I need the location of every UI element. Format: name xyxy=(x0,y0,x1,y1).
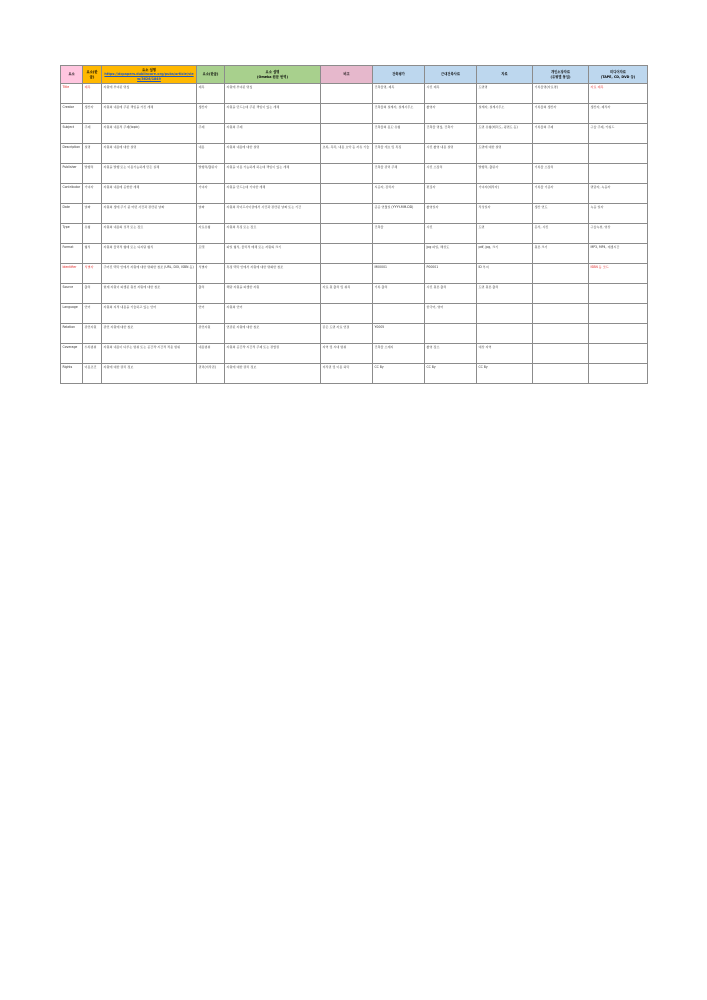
cell-element-desc2: 해당 자원을 파생한 자원 xyxy=(225,284,321,304)
cell-material: ID 부여 xyxy=(477,264,533,284)
cell-element: Source xyxy=(61,284,83,304)
table-row xyxy=(61,284,648,304)
cell-element-desc: 자원의 내용에 대한 설명 xyxy=(102,144,197,164)
table-row xyxy=(61,84,648,104)
header-audio xyxy=(533,66,589,84)
cell-element-desc2: 자원의 특징 또는 장르 xyxy=(225,224,321,244)
cell-material: 도면 xyxy=(477,224,533,244)
cell-element: Description xyxy=(61,144,83,164)
cell-audio xyxy=(533,284,589,304)
cell-element-desc: 자원을 발행 또는 이용가능하게 만든 실체 xyxy=(102,164,197,184)
cell-audio: 생산 연도 xyxy=(533,204,589,224)
cell-element: Format xyxy=(61,244,83,264)
cell-architect xyxy=(373,244,425,264)
cell-element-ko2: 기여자 xyxy=(197,184,225,204)
cell-element: Date xyxy=(61,204,83,224)
header-material: 자료 xyxy=(477,66,533,84)
cell-material: pdf, jpg, 크기 xyxy=(477,244,533,264)
table-row xyxy=(61,144,648,164)
cell-material: 도면에 대한 설명 xyxy=(477,144,533,164)
cell-element-ko2: 포맷 xyxy=(197,244,225,264)
cell-element-desc: 자원의 내용이 다루는 범위 또는 공간적·시간적 적용 범위 xyxy=(102,344,197,364)
cell-element-desc: 자원에 부여된 명칭 xyxy=(102,84,197,104)
cell-architect: 건축물의 설계자, 설계사무소 xyxy=(373,104,425,124)
cell-audio: 기록물 기증자 xyxy=(533,184,589,204)
cell-media xyxy=(589,364,648,384)
cell-note xyxy=(321,304,373,324)
header-element-desc2-sub: (Omeka 원문 번역) xyxy=(257,74,288,79)
table-row xyxy=(61,124,648,144)
cell-element-ko: 날짜 xyxy=(83,204,102,224)
reference-link[interactable]: https://dcpapers.dublincore.org/pubs/article/view/3626/1849 xyxy=(104,72,194,81)
cell-element-desc2: 특정 맥락 안에서 자원에 대한 명확한 참조 xyxy=(225,264,321,284)
cell-audio xyxy=(533,304,589,324)
cell-element-desc: 현재 자원이 파생된 원천 자원에 대한 참조 xyxy=(102,284,197,304)
cell-element-desc2: 자원을 이용 가능하게 하는데 책임이 있는 개체 xyxy=(225,164,321,184)
cell-element-desc: 자원의 물리적 형태 또는 디지털 형식 xyxy=(102,244,197,264)
header-media-title: 미디어자료 xyxy=(610,70,626,75)
cell-material: 설계자, 설계사무소 xyxy=(477,104,533,124)
header-modern: 근대건축사료 xyxy=(425,66,477,84)
cell-architect xyxy=(373,304,425,324)
table-row xyxy=(61,224,648,244)
cell-element-ko: 언어 xyxy=(83,304,102,324)
cell-modern: 사진 촬영 내용 설명 xyxy=(425,144,477,164)
cell-modern: 사진 소장처 xyxy=(425,164,477,184)
cell-modern xyxy=(425,324,477,344)
table-row xyxy=(61,204,648,224)
cell-material: CC By xyxy=(477,364,533,384)
cell-element-desc: 자원의 내용에 주된 책임을 가진 개체 xyxy=(102,104,197,124)
cell-audio xyxy=(533,264,589,284)
cell-architect: M00001 xyxy=(373,264,425,284)
cell-element-ko: 형식 xyxy=(83,244,102,264)
cell-element-desc2: 연관된 자원에 대한 참조 xyxy=(225,324,321,344)
cell-note xyxy=(321,84,373,104)
cell-media: MP3, MP4, 재생시간 xyxy=(589,244,648,264)
header-architect: 건축평가 xyxy=(373,66,425,84)
cell-element-ko2: 자료유형 xyxy=(197,224,225,244)
table-row xyxy=(61,104,648,124)
header-element: 요소 xyxy=(61,66,83,84)
cell-element-desc2: 자원의 주제 xyxy=(225,124,321,144)
cell-media: 면담자, 녹음자 xyxy=(589,184,648,204)
cell-element-ko2: 주제 xyxy=(197,124,225,144)
cell-element-ko2: 제목 xyxy=(197,84,225,104)
table-row xyxy=(61,184,648,204)
cell-modern: P00001 xyxy=(425,264,477,284)
cell-element-ko: 발행처 xyxy=(83,164,102,184)
table-row xyxy=(61,244,648,264)
cell-element-desc: 자원의 내용적 주제(topic) xyxy=(102,124,197,144)
cell-element-desc2: 자원에 부여된 명칭 xyxy=(225,84,321,104)
header-note: 비고 xyxy=(321,66,373,84)
cell-element-ko: 식별자 xyxy=(83,264,102,284)
cell-element-ko2: 언어 xyxy=(197,304,225,324)
cell-element-ko: 생산자 xyxy=(83,104,102,124)
cell-element-ko2: 내용범위 xyxy=(197,344,225,364)
cell-audio: 기록물명(자료명) xyxy=(533,84,589,104)
cell-element-ko: 기여자 xyxy=(83,184,102,204)
cell-modern: 촬영자 xyxy=(425,104,477,124)
cell-media xyxy=(589,344,648,364)
table-header xyxy=(61,66,648,84)
cell-element-ko: 이용조건 xyxy=(83,364,102,384)
cell-audio xyxy=(533,344,589,364)
cell-material: 도면명 xyxy=(477,84,533,104)
cell-element: Contributor xyxy=(61,184,83,204)
header-element-ko2: 요소(한글) xyxy=(197,66,225,84)
cell-media xyxy=(589,304,648,324)
cell-element-ko: 출처 xyxy=(83,284,102,304)
cell-element-ko: 유형 xyxy=(83,224,102,244)
header-element-desc2-title: 요소 설명 xyxy=(265,70,280,75)
cell-element-ko2: 관련자원 xyxy=(197,324,225,344)
cell-modern: 촬영 장소 xyxy=(425,344,477,364)
cell-media xyxy=(589,324,648,344)
header-element-desc-title: 요소 설명 xyxy=(142,68,156,73)
cell-element: Coverage xyxy=(61,344,83,364)
metadata-table xyxy=(60,65,648,384)
cell-note xyxy=(321,164,373,184)
cell-modern: 사진 제목 xyxy=(425,84,477,104)
cell-note xyxy=(321,244,373,264)
cell-architect: 건축물의 용도·유형 xyxy=(373,124,425,144)
cell-element: Publisher xyxy=(61,164,83,184)
cell-audio: 기록물의 생산자 xyxy=(533,104,589,124)
cell-audio: 기록물 소장처 xyxy=(533,164,589,184)
cell-element-desc2: 자원을 만드는데 기여한 개체 xyxy=(225,184,321,204)
cell-note xyxy=(321,124,373,144)
cell-element: Identifier xyxy=(61,264,83,284)
cell-architect: 시공자, 감리자 xyxy=(373,184,425,204)
cell-media xyxy=(589,164,648,184)
cell-note: 지역 및 시대 범위 xyxy=(321,344,373,364)
cell-element-ko2: 발행처/출판사 xyxy=(197,164,225,184)
cell-material: 도면 유형(배치도, 평면도 등) xyxy=(477,124,533,144)
cell-architect: 건축물명, 제목 xyxy=(373,84,425,104)
cell-element: Relation xyxy=(61,324,83,344)
cell-element: Language xyxy=(61,304,83,324)
cell-note: 같은 도면 자료 연결 xyxy=(321,324,373,344)
cell-architect: 건축물 소재지 xyxy=(373,344,425,364)
cell-media xyxy=(589,144,648,164)
cell-element-ko2: 출처 xyxy=(197,284,225,304)
cell-modern: 사진 xyxy=(425,224,477,244)
cell-note: 저작권 및 이용 허락 xyxy=(321,364,373,384)
header-media-sub: (TAPE, CD, DVD 등) xyxy=(600,74,636,79)
cell-element-desc: 자원에 대한 권리 정보 xyxy=(102,364,197,384)
cell-element-ko: 제목 xyxy=(83,84,102,104)
cell-architect: 건축물 xyxy=(373,224,425,244)
cell-element: Creator xyxy=(61,104,83,124)
cell-media: 생산자, 제작자 xyxy=(589,104,648,124)
cell-note: 자료 원 출처 및 위치 xyxy=(321,284,373,304)
cell-material xyxy=(477,304,533,324)
cell-audio xyxy=(533,364,589,384)
cell-architect: 준공 연월일 (YYYY-MM-DD) xyxy=(373,204,425,224)
cell-architect: CC By xyxy=(373,364,425,384)
cell-element-ko2: 내용 xyxy=(197,144,225,164)
cell-material: 기여자(제작자) xyxy=(477,184,533,204)
cell-element: Rights xyxy=(61,364,83,384)
cell-element-desc: 주어진 맥락 안에서 자원에 대한 명확한 참조 (URL, DOI, ISBN 등) xyxy=(102,264,197,284)
cell-material: 발행처, 출판사 xyxy=(477,164,533,184)
cell-modern: CC By xyxy=(425,364,477,384)
cell-material: 대상 지역 xyxy=(477,344,533,364)
cell-element-ko: 수록범위 xyxy=(83,344,102,364)
header-element-ko: 요소(한글) xyxy=(83,66,102,84)
cell-element-desc: 자원의 지적 내용을 기술하고 있는 언어 xyxy=(102,304,197,324)
header-audio-title: 개인소장자료 xyxy=(550,70,571,75)
cell-modern: 건축물 명칭, 건축가 xyxy=(425,124,477,144)
cell-note xyxy=(321,264,373,284)
cell-element: Subject xyxy=(61,124,83,144)
cell-element-desc2: 자원을 만드는데 주된 책임이 있는 개체 xyxy=(225,104,321,124)
cell-modern: 사진 원본 출처 xyxy=(425,284,477,304)
cell-element-desc2: 파일 형식, 물리적 매체 또는 자원의 크기 xyxy=(225,244,321,264)
cell-element-desc: 자원의 내용의 성격 또는 장르 xyxy=(102,224,197,244)
cell-media xyxy=(589,284,648,304)
cell-element-desc2: 자원에 대한 권리 정보 xyxy=(225,364,321,384)
header-element-desc xyxy=(102,66,197,84)
cell-architect: 기록 출처 xyxy=(373,284,425,304)
header-element-desc2 xyxy=(225,66,321,84)
cell-audio xyxy=(533,324,589,344)
table-row xyxy=(61,364,648,384)
cell-element-desc: 자원의 생애 주기 중 어떤 사건과 관련된 날짜 xyxy=(102,204,197,224)
cell-note xyxy=(321,204,373,224)
cell-element: Title xyxy=(61,84,83,104)
cell-audio: 기록물의 주제 xyxy=(533,124,589,144)
cell-architect: 건축물 관리 주체 xyxy=(373,164,425,184)
cell-media: 구술녹취, 영상 xyxy=(589,224,648,244)
cell-media: 자료 제목 xyxy=(589,84,648,104)
cell-element-desc: 관련 자원에 대한 참조 xyxy=(102,324,197,344)
cell-audio: 문서, 사진 xyxy=(533,224,589,244)
cell-element-ko2: 권리(저작권) xyxy=(197,364,225,384)
cell-audio: 원본 크기 xyxy=(533,244,589,264)
cell-element-desc2: 자원의 내용에 대한 설명 xyxy=(225,144,321,164)
cell-element-ko2: 생산자 xyxy=(197,104,225,124)
cell-element-desc2: 자원의 언어 xyxy=(225,304,321,324)
cell-element-ko: 관련자원 xyxy=(83,324,102,344)
cell-audio xyxy=(533,144,589,164)
table-row xyxy=(61,164,648,184)
cell-modern: 편집자 xyxy=(425,184,477,204)
cell-element-desc: 자원의 내용에 공헌한 개체 xyxy=(102,184,197,204)
cell-element-desc2: 자원의 라이프사이클에서 사건과 관련된 날짜 또는 기간 xyxy=(225,204,321,224)
cell-element-ko: 설명 xyxy=(83,144,102,164)
header-media xyxy=(589,66,648,84)
header-audio-sub: (유형별 통일) xyxy=(550,74,571,79)
cell-element-ko2: 날짜 xyxy=(197,204,225,224)
cell-note xyxy=(321,184,373,204)
cell-note: 초록, 목차, 내용 요약 등 자유 기술 xyxy=(321,144,373,164)
cell-element: Type xyxy=(61,224,83,244)
cell-modern: jpg 파일, 해상도 xyxy=(425,244,477,264)
cell-modern: 촬영일자 xyxy=(425,204,477,224)
table-row xyxy=(61,324,648,344)
cell-media: ISBN 등 코드 xyxy=(589,264,648,284)
cell-element-desc2: 자원의 공간적·시간적 주제 또는 관할권 xyxy=(225,344,321,364)
table-row xyxy=(61,264,648,284)
cell-material: 도면 원본 출처 xyxy=(477,284,533,304)
cell-element-ko2: 식별자 xyxy=(197,264,225,284)
cell-material xyxy=(477,324,533,344)
cell-material: 작성일자 xyxy=(477,204,533,224)
cell-architect: 건축물 개요 및 특징 xyxy=(373,144,425,164)
table-row xyxy=(61,344,648,364)
table-row xyxy=(61,304,648,324)
cell-note xyxy=(321,224,373,244)
cell-architect: Y0005 xyxy=(373,324,425,344)
table-body xyxy=(61,84,648,384)
cell-media: 구술 주제, 키워드 xyxy=(589,124,648,144)
cell-note xyxy=(321,104,373,124)
cell-element-ko: 주제 xyxy=(83,124,102,144)
cell-modern: 한국어, 영어 xyxy=(425,304,477,324)
cell-media: 녹음 일자 xyxy=(589,204,648,224)
